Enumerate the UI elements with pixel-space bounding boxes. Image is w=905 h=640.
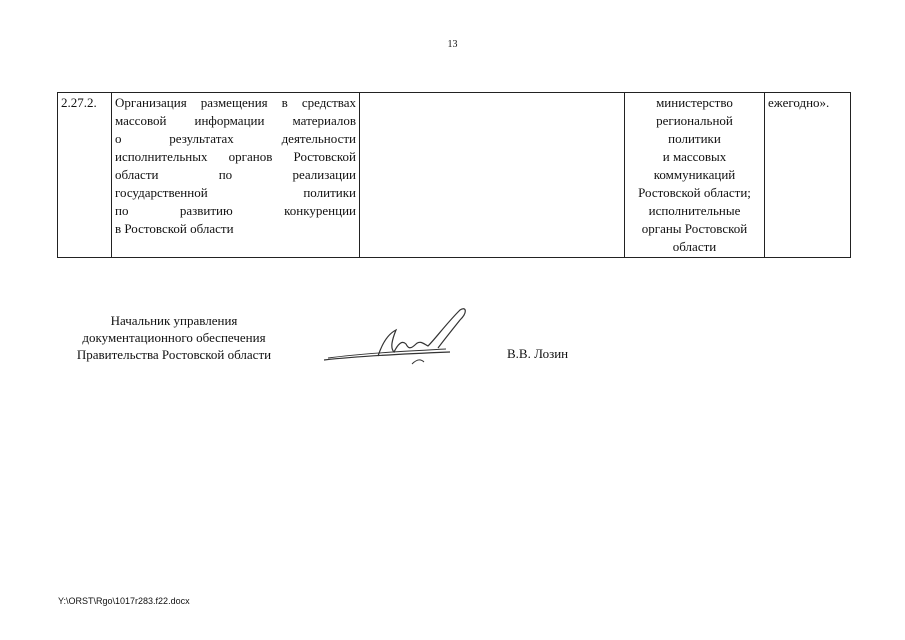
description-line: Организация размещения в средствах xyxy=(115,95,356,110)
responsible-executors xyxy=(625,93,765,258)
signatory-title-line: Правительства Ростовской области xyxy=(76,347,272,362)
handwritten-signature xyxy=(320,304,480,370)
signatory-title xyxy=(57,312,291,363)
file-path: Y:\ORST\Rgo\1017r283.f22.docx xyxy=(58,596,190,606)
responsible-line: органы Ростовской xyxy=(641,221,748,236)
description-line: о результатах деятельности xyxy=(115,131,356,146)
description-line: в Ростовской области xyxy=(115,221,234,236)
description-line: массовой информации материалов xyxy=(115,113,356,128)
signer-name: В.В. Лозин xyxy=(507,346,569,361)
description-line: по развитию конкуренции xyxy=(115,203,356,218)
responsible-line: министерство xyxy=(656,95,733,110)
responsible-line: политики xyxy=(668,131,721,146)
measures-table xyxy=(57,92,851,258)
empty-cell xyxy=(360,93,625,258)
item-description xyxy=(112,93,360,258)
table-row xyxy=(58,93,851,258)
page-number: 13 xyxy=(447,39,458,50)
description-line: области по реализации xyxy=(115,167,356,182)
responsible-line: региональной xyxy=(656,113,733,128)
signatory-title-line: Начальник управления xyxy=(110,313,238,328)
responsible-line: исполнительные xyxy=(648,203,741,218)
description-line: исполнительных органов Ростовской xyxy=(115,149,356,164)
responsible-line: области xyxy=(672,239,717,254)
responsible-line: коммуникаций xyxy=(653,167,736,182)
responsible-line: Ростовской области; xyxy=(638,185,751,200)
description-line: государственной политики xyxy=(115,185,356,200)
item-number: 2.27.2. xyxy=(58,93,112,258)
responsible-line: и массовых xyxy=(662,149,727,164)
term-cell: ежегодно». xyxy=(765,93,851,258)
signatory-title-line: документационного обеспечения xyxy=(82,330,266,345)
